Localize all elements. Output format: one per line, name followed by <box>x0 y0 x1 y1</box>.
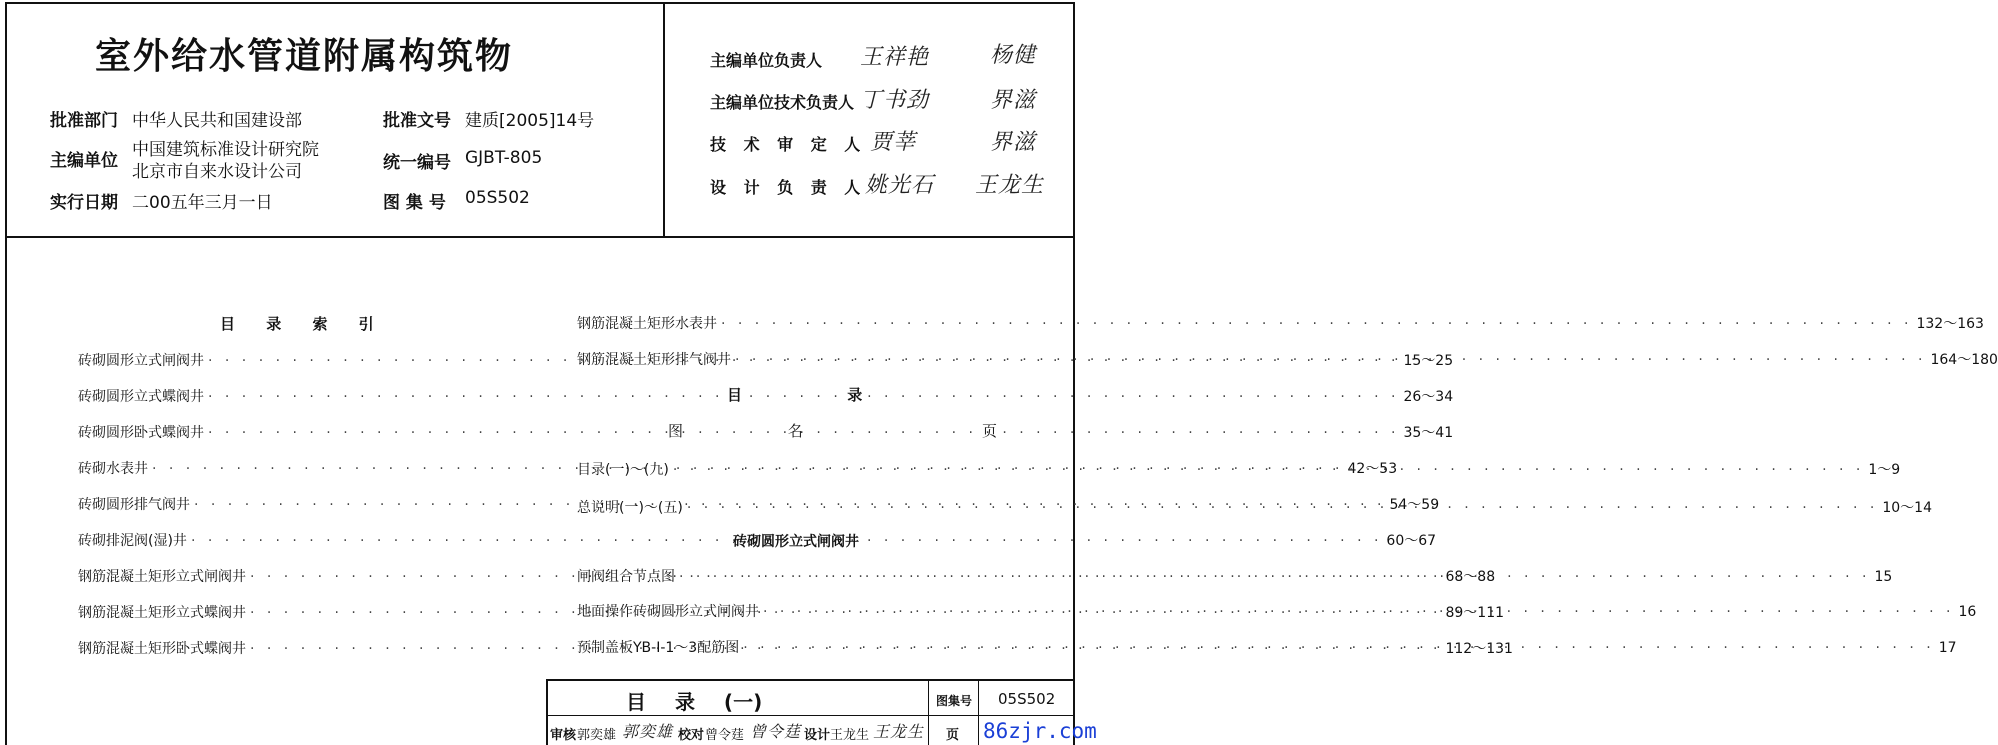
approval-no-label: 批准文号 <box>383 111 451 131</box>
index-item-pages: 132～163 <box>1916 316 1984 332</box>
page-title: 室外给水管道附属构筑物 <box>95 36 514 77</box>
titleblock-design-signature: 王龙生 <box>873 722 925 741</box>
leader-dots <box>763 604 1954 620</box>
signature-2b: 界滋 <box>990 88 1037 113</box>
titleblock-check-signature: 曾令莛 <box>750 722 802 741</box>
titleblock-atlas-no: 05S502 <box>998 690 1056 708</box>
index-item-name: 砖砌圆形排气阀井 <box>78 497 190 513</box>
index-item-name: 砖砌排泥阀(湿)井 <box>78 533 187 549</box>
titleblock-atlas-label: 图集号 <box>936 694 973 708</box>
index-item-name: 钢筋混凝土矩形立式闸阀井 <box>78 569 246 585</box>
toc-item-page: 1～9 <box>1868 462 1901 478</box>
left-border <box>5 2 7 745</box>
titleblock-check-name: 曾令莛 <box>705 728 745 743</box>
leader-dots <box>679 569 1870 585</box>
signature-3a: 贾莘 <box>870 130 917 155</box>
titleblock-title: 目 录 (一) <box>626 690 763 714</box>
unified-no-value: GJBT-805 <box>465 148 543 168</box>
toc-heading: 目 录 <box>727 386 863 404</box>
leader-dots <box>673 462 1864 478</box>
leader-dots <box>743 640 1934 656</box>
toc-item-page: 17 <box>1938 640 1957 656</box>
toc-item-page: 16 <box>1958 604 1977 620</box>
effective-date-label: 实行日期 <box>50 193 118 213</box>
chief-unit-label: 主编单位 <box>50 151 118 171</box>
toc-col-page: 页 <box>982 422 998 440</box>
leader-dots <box>721 316 1912 332</box>
toc-item-name: 闸阀组合节点图 <box>577 569 675 585</box>
titleblock-review-label: 审核 <box>550 728 577 743</box>
effective-date-value: 二00五年三月一日 <box>132 193 273 213</box>
approval-dept-label: 批准部门 <box>50 111 118 131</box>
unified-no-label: 统一编号 <box>383 153 451 173</box>
index-item-pages: 15～25 <box>1403 353 1454 369</box>
toc-item-name: 预制盖板YB-Ⅰ-1～3配筋图 <box>577 640 740 656</box>
leader-dots <box>208 425 1399 441</box>
index-item-name: 钢筋混凝土矩形水表井 <box>577 316 717 332</box>
chief-unit-value-2: 北京市自来水设计公司 <box>132 162 302 182</box>
index-item-pages: 60～67 <box>1386 533 1437 549</box>
right-border <box>1073 2 1075 745</box>
toc-item-name: 目录(一)～(九) <box>577 462 669 478</box>
index-item-pages: 68～88 <box>1445 569 1496 585</box>
watermark: 86zjr.com <box>983 719 1097 743</box>
index-item-pages: 54～59 <box>1389 497 1440 513</box>
titleblock-review-signature: 郭奕雄 <box>622 722 674 741</box>
index-item-pages: 42～53 <box>1347 461 1398 477</box>
chief-unit-value-1: 中国建筑标准设计研究院 <box>132 140 319 160</box>
leader-dots <box>735 352 1926 368</box>
index-heading: 目 录 索 引 <box>220 315 374 333</box>
header-bottom-border <box>5 236 1075 238</box>
index-item-name: 钢筋混凝土矩形卧式蝶阀井 <box>78 641 246 657</box>
signature-1b: 杨健 <box>990 43 1037 68</box>
signature-4a: 姚光石 <box>865 173 935 198</box>
index-item-pages: 164～180 <box>1930 352 1998 368</box>
header-divider <box>663 2 665 236</box>
approval-dept-value: 中华人民共和国建设部 <box>132 111 302 131</box>
toc-col-name: 图 名 <box>668 422 803 440</box>
toc-item-name: 总说明(一)～(五) <box>577 500 683 516</box>
signer-role-2: 主编单位技术负责人 <box>710 93 855 112</box>
signer-role-1: 主编单位负责人 <box>710 51 823 70</box>
titleblock-design-label: 设计 <box>804 728 831 743</box>
signature-2a: 丁书劲 <box>860 88 930 113</box>
index-item-name: 砖砌圆形卧式蝶阀井 <box>78 425 204 441</box>
signature-3b: 界滋 <box>990 130 1037 155</box>
titleblock-div-1 <box>928 679 929 745</box>
titleblock-div-2 <box>978 679 979 745</box>
toc-item-page: 15 <box>1874 569 1893 585</box>
index-item-pages: 112～131 <box>1445 641 1513 657</box>
titleblock-design-name: 王龙生 <box>830 728 870 743</box>
signer-role-4: 设 计 负 责 人 <box>710 178 867 197</box>
titleblock-top <box>546 679 1075 681</box>
index-item-name: 砖砌圆形立式蝶阀井 <box>78 389 204 405</box>
titleblock-page-label: 页 <box>946 728 960 743</box>
index-item <box>577 313 1984 333</box>
index-item-name: 钢筋混凝土矩形立式蝶阀井 <box>78 605 246 621</box>
toc-item-page: 10～14 <box>1882 500 1932 516</box>
approval-no-value: 建质[2005]14号 <box>465 111 595 131</box>
titleblock-review-name: 郭奕雄 <box>577 728 617 743</box>
signature-1a: 王祥艳 <box>860 45 930 70</box>
titleblock-left <box>546 679 548 745</box>
index-item-pages: 89～111 <box>1445 605 1505 621</box>
titleblock-mid <box>546 715 1075 716</box>
leader-dots <box>687 500 1878 516</box>
index-item-pages: 26～34 <box>1403 389 1454 405</box>
index-item-name: 砖砌圆形立式闸阀井 <box>78 353 204 369</box>
toc-section-title: 砖砌圆形立式闸阀井 <box>733 534 859 550</box>
index-item-pages: 35～41 <box>1403 425 1454 441</box>
atlas-no-value: 05S502 <box>465 188 530 208</box>
toc-item-name: 地面操作砖砌圆形立式闸阀井 <box>577 604 759 620</box>
header-top-border <box>5 2 1075 4</box>
signature-4b: 王龙生 <box>975 173 1045 198</box>
signer-role-3: 技 术 审 定 人 <box>710 135 867 154</box>
index-item-name: 砖砌水表井 <box>78 461 148 477</box>
titleblock-check-label: 校对 <box>678 728 705 743</box>
index-item-name: 钢筋混凝土矩形排气阀井 <box>577 352 731 368</box>
atlas-no-label: 图 集 号 <box>383 193 446 213</box>
